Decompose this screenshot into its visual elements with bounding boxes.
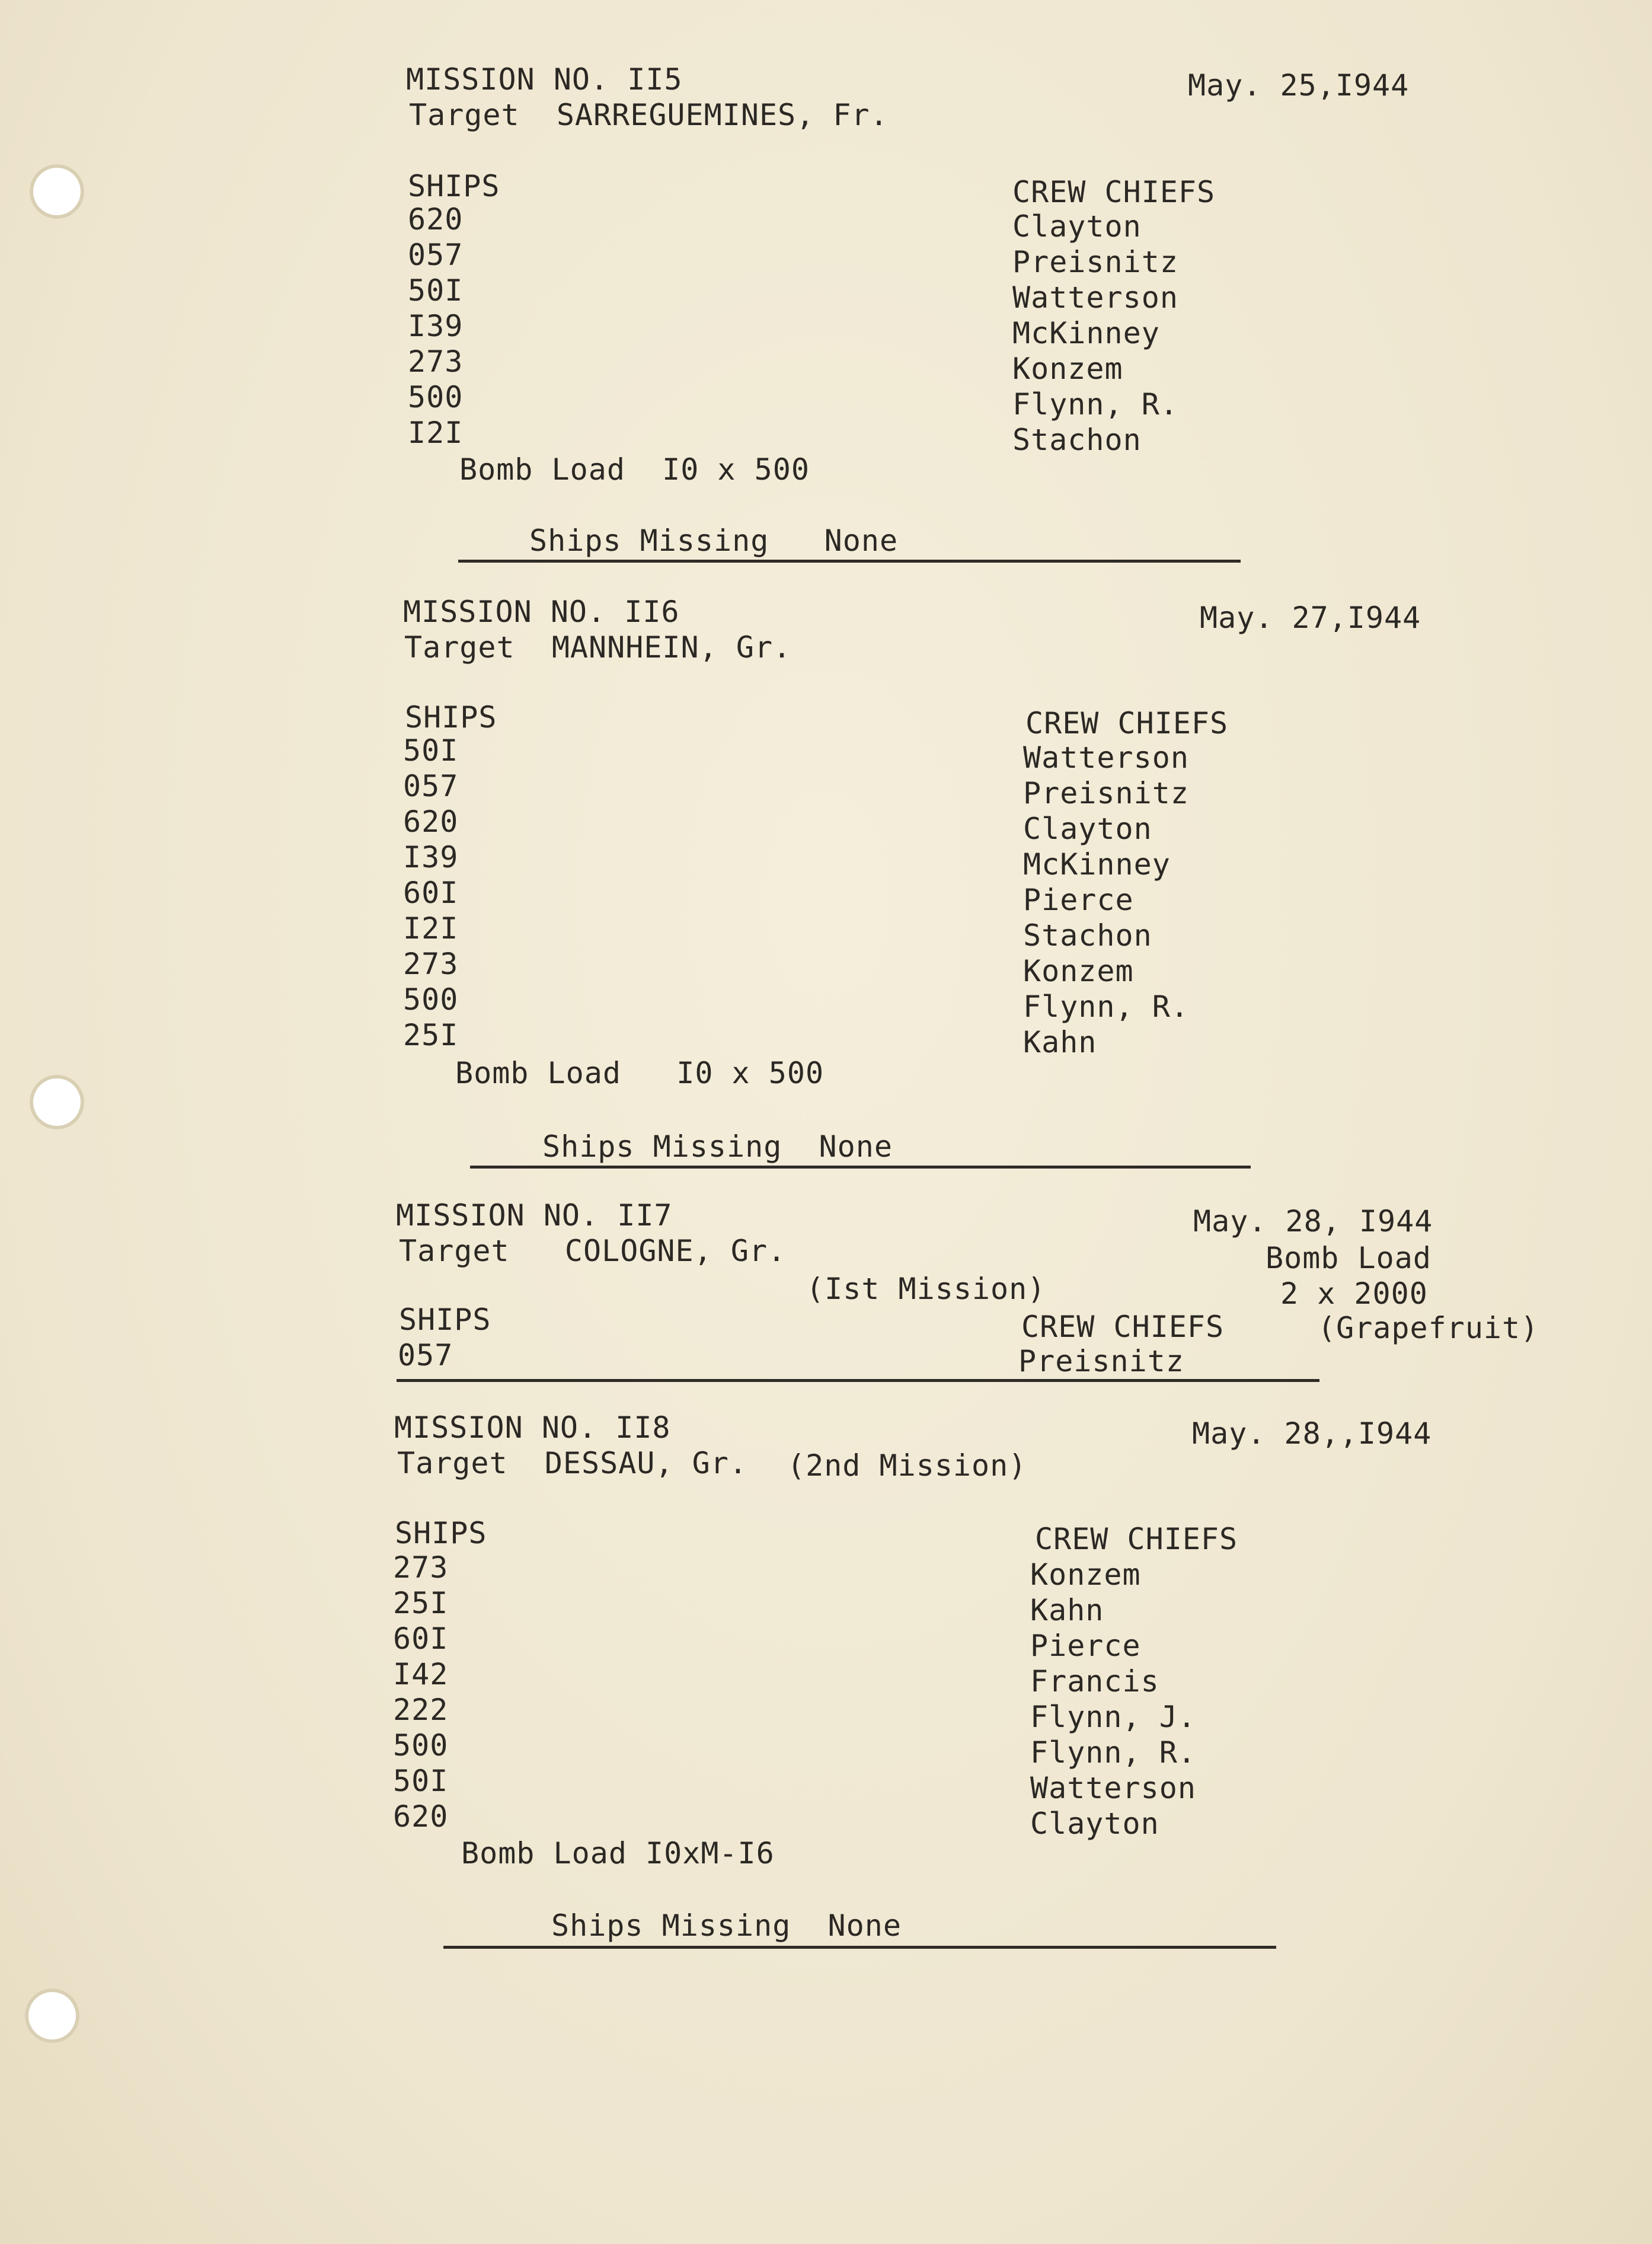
mission-target: Target COLOGNE, Gr. xyxy=(399,1234,787,1268)
ship-number: 222 xyxy=(393,1693,449,1727)
crew-chief-name: Watterson xyxy=(1030,1771,1196,1805)
ship-number: 500 xyxy=(403,982,459,1017)
ships-missing: Ships Missing None xyxy=(542,1129,893,1164)
mission-target: Target DESSAU, Gr. xyxy=(397,1446,747,1480)
crew-chief-name: Stachon xyxy=(1012,423,1142,457)
mission-date: May. 28, I944 xyxy=(1193,1204,1433,1238)
crew-chief-name: Preisnitz xyxy=(1023,776,1189,810)
crew-chiefs-header: CREW CHIEFS xyxy=(1025,706,1229,740)
ship-number: 25I xyxy=(393,1586,449,1620)
section-divider xyxy=(443,1946,1276,1949)
mission-number: MISSION NO. II5 xyxy=(406,62,683,97)
ship-number: I39 xyxy=(403,840,459,874)
ships-list xyxy=(403,733,458,1053)
crew-chief-name: Konzem xyxy=(1023,954,1134,988)
crew-chief-name: Watterson xyxy=(1012,280,1178,315)
bomb-load-label: Bomb Load xyxy=(1266,1241,1431,1275)
mission-note: (2nd Mission) xyxy=(787,1448,1027,1483)
ship-number: 500 xyxy=(408,380,464,414)
ship-number: 057 xyxy=(403,769,459,803)
ship-number: 50I xyxy=(403,733,459,768)
crew-chief-name: Pierce xyxy=(1030,1629,1141,1663)
mission-number: MISSION NO. II7 xyxy=(396,1198,673,1233)
mission-date: May. 27,I944 xyxy=(1200,601,1421,635)
ship-number: 620 xyxy=(408,202,464,237)
section-divider xyxy=(397,1379,1319,1382)
binder-hole-bottom xyxy=(25,1988,79,2043)
crew-chief-name: Clayton xyxy=(1030,1806,1159,1841)
crew-chiefs-list xyxy=(1030,1557,1196,1841)
ships-header: SHIPS xyxy=(408,169,500,203)
crew-chief-name: Francis xyxy=(1030,1664,1159,1699)
crew-chief-name: Konzem xyxy=(1012,352,1123,386)
ship-number: 500 xyxy=(393,1728,449,1763)
ship-number: 50I xyxy=(408,273,464,308)
bomb-type: (Grapefruit) xyxy=(1318,1311,1539,1345)
ship-number: 60I xyxy=(393,1621,449,1656)
ship-number: 25I xyxy=(403,1018,459,1052)
crew-chief-name: Preisnitz xyxy=(1018,1344,1184,1378)
crew-chief-name: Stachon xyxy=(1023,918,1152,953)
ship-number: 273 xyxy=(403,947,459,981)
ship-number: 620 xyxy=(393,1799,449,1834)
crew-chiefs-header: CREW CHIEFS xyxy=(1035,1522,1238,1556)
mission-date: May. 28,,I944 xyxy=(1192,1416,1432,1451)
ship-number: I2I xyxy=(408,416,464,450)
crew-chief-name: Preisnitz xyxy=(1012,245,1178,279)
crew-chief-name: Pierce xyxy=(1023,883,1134,917)
ships-header: SHIPS xyxy=(405,700,497,735)
mission-number: MISSION NO. II6 xyxy=(403,595,680,629)
bomb-load: Bomb Load I0 x 500 xyxy=(459,452,810,487)
bomb-load: Bomb Load I0xM-I6 xyxy=(461,1836,775,1870)
crew-chief-name: Konzem xyxy=(1030,1557,1141,1592)
crew-chief-name: Clayton xyxy=(1023,812,1152,846)
section-divider xyxy=(470,1166,1251,1169)
crew-chief-name: Clayton xyxy=(1012,209,1142,244)
mission-number: MISSION NO. II8 xyxy=(394,1410,671,1445)
crew-chief-name: Kahn xyxy=(1023,1025,1097,1059)
ships-header: SHIPS xyxy=(395,1516,487,1550)
ship-number: I2I xyxy=(403,911,459,946)
ship-number: I39 xyxy=(408,309,464,343)
crew-chiefs-header: CREW CHIEFS xyxy=(1012,175,1216,209)
ship-number: 273 xyxy=(393,1550,449,1585)
binder-hole-middle xyxy=(30,1075,84,1129)
ships-header: SHIPS xyxy=(399,1303,491,1337)
ship-number: 057 xyxy=(408,238,464,272)
ships-list xyxy=(393,1550,448,1834)
mission-target: Target SARREGUEMINES, Fr. xyxy=(409,98,889,132)
crew-chiefs-list xyxy=(1023,740,1189,1060)
ship-number: 620 xyxy=(403,805,459,839)
crew-chief-name: Flynn, J. xyxy=(1030,1700,1196,1734)
crew-chief-name: Flynn, R. xyxy=(1030,1735,1196,1770)
bomb-load: Bomb Load I0 x 500 xyxy=(455,1056,825,1090)
crew-chief-name: Flynn, R. xyxy=(1012,387,1178,422)
bomb-load-value: 2 x 2000 xyxy=(1280,1276,1428,1311)
ship-number: 273 xyxy=(408,344,464,379)
crew-chiefs-header: CREW CHIEFS xyxy=(1021,1310,1225,1344)
crew-chief-name: McKinney xyxy=(1012,316,1160,350)
ship-number: I42 xyxy=(393,1657,449,1691)
ships-missing: Ships Missing None xyxy=(551,1908,902,1943)
crew-chief-name: Flynn, R. xyxy=(1023,989,1189,1024)
ships-missing: Ships Missing None xyxy=(529,524,899,558)
mission-target: Target MANNHEIN, Gr. xyxy=(404,630,792,665)
mission-date: May. 25,I944 xyxy=(1188,68,1410,103)
section-divider xyxy=(458,560,1241,563)
mission-note: (Ist Mission) xyxy=(806,1272,1046,1306)
ship-number: 60I xyxy=(403,876,459,910)
crew-chief-name: Watterson xyxy=(1023,740,1189,775)
ship-number: 057 xyxy=(398,1338,453,1372)
ships-list xyxy=(408,202,463,451)
ship-number: 50I xyxy=(393,1764,449,1798)
crew-chiefs-list xyxy=(1012,209,1178,458)
binder-hole-top xyxy=(30,164,84,219)
crew-chief-name: McKinney xyxy=(1023,847,1171,882)
crew-chief-name: Kahn xyxy=(1030,1593,1104,1627)
